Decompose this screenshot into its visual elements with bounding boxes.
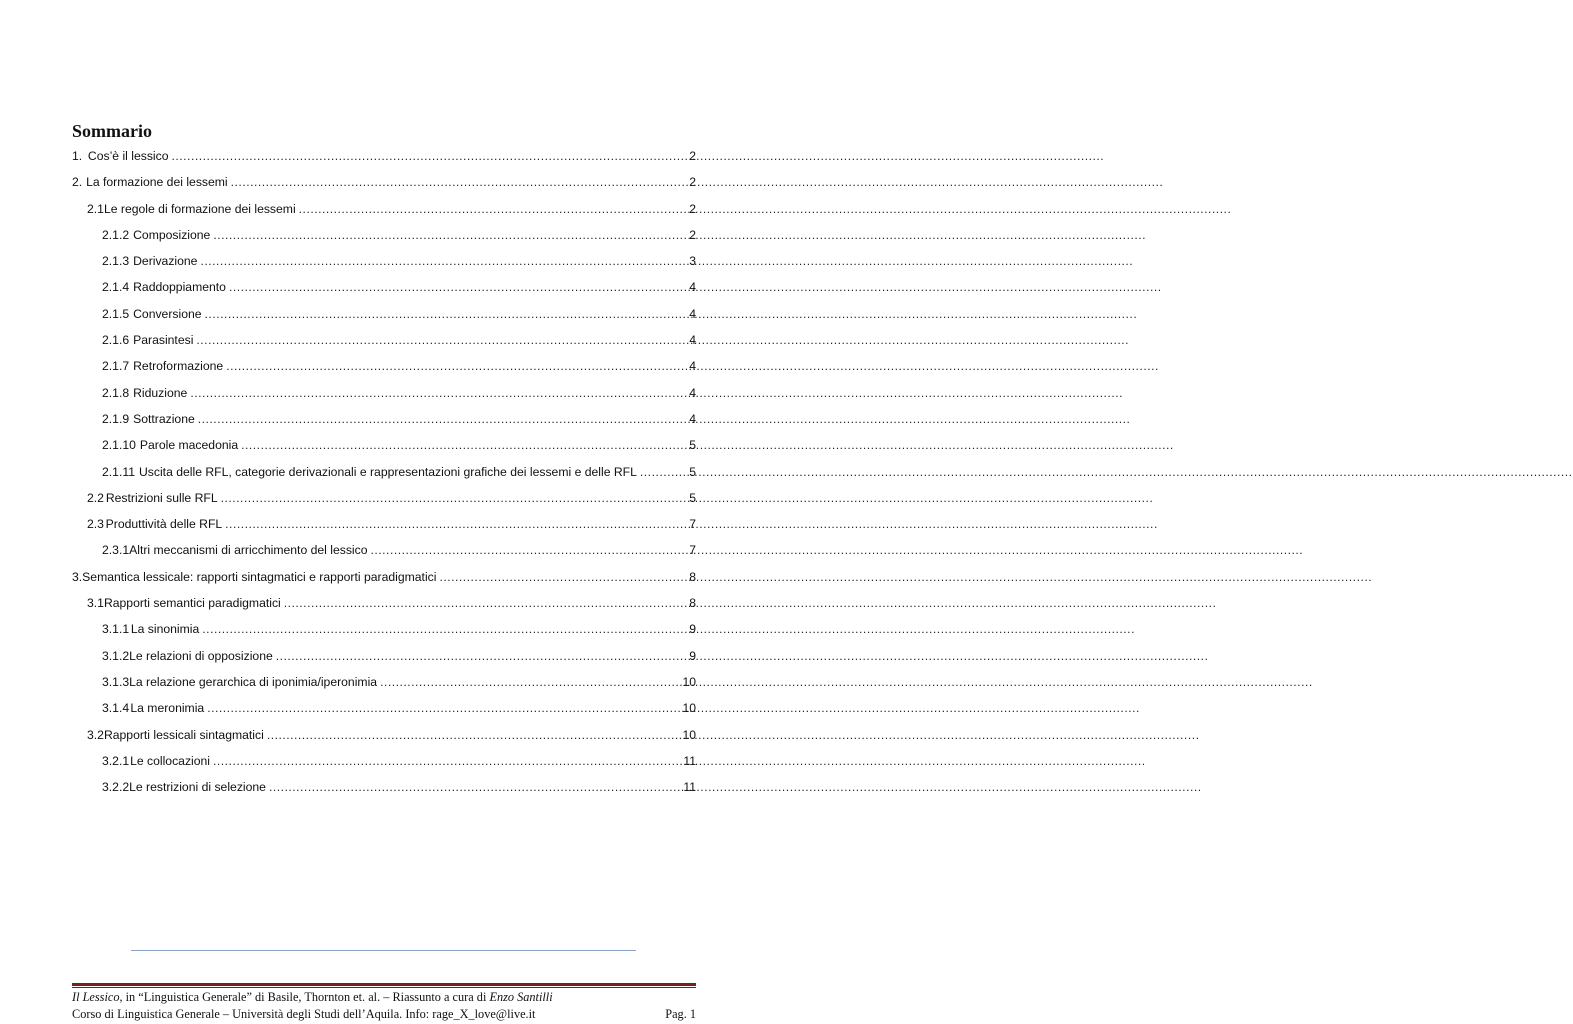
toc-entry-number: 2.1.11: [102, 464, 135, 479]
toc-entry-title: Produttività delle RFL: [105, 517, 223, 532]
toc-entry-title: Le restrizioni di selezione: [129, 780, 266, 795]
toc-entry-number: 2.1.9: [102, 411, 130, 426]
toc-entry-title: Composizione: [133, 227, 211, 242]
toc-entry-number: 2.1.5: [102, 306, 130, 321]
toc-entry-title: Derivazione: [133, 254, 198, 269]
toc-dot-leader: [640, 459, 683, 485]
toc-entry-number: 2.3.1: [102, 543, 130, 558]
toc-entry-number: 2.1.8: [102, 385, 130, 400]
toc-entry-title: Conversione: [133, 306, 202, 321]
toc-entry-page: 7: [689, 517, 696, 532]
toc-entry-title: Le relazioni di opposizione: [129, 648, 273, 663]
toc-dot-leader: [231, 169, 683, 195]
toc-entry[interactable]: [72, 222, 696, 248]
toc-entry-title: La formazione dei lessemi: [86, 175, 228, 190]
toc-entry-page: 10: [682, 701, 696, 716]
footer-author: Enzo Santilli: [489, 990, 553, 1004]
toc-entry-page: 10: [682, 674, 696, 689]
toc-entry-number: 2.1.4: [102, 280, 130, 295]
toc-entry[interactable]: [72, 695, 696, 721]
toc-entry-page: 7: [689, 543, 696, 558]
toc-entry-page: 3: [689, 254, 696, 269]
toc-entry-number: 2.2: [87, 490, 104, 505]
toc-entry[interactable]: [72, 590, 696, 616]
toc-entry-page: 2: [689, 175, 696, 190]
toc-dot-leader: [196, 327, 683, 353]
toc-entry-page: 2: [689, 201, 696, 216]
toc-entry[interactable]: [72, 327, 696, 353]
toc-entry-title: La relazione gerarchica di iponimia/iperonimia: [129, 674, 378, 689]
toc-dot-leader: [380, 669, 679, 695]
toc-entry[interactable]: [72, 248, 696, 274]
toc-entry-number: 1.: [72, 149, 83, 163]
toc-dot-leader: [241, 432, 683, 458]
toc-entry[interactable]: [72, 432, 696, 458]
toc-entry[interactable]: [72, 774, 696, 800]
toc-entry[interactable]: [72, 722, 696, 748]
toc-entry-title: Le collocazioni: [130, 753, 211, 768]
footer-course-info: Corso di Linguistica Generale – Università degli Studi dell’Aquila. Info: rage_X_love@live.it: [72, 1007, 536, 1021]
toc-entry-title: Cos’è il lessico: [87, 149, 169, 163]
toc-entry-page: 9: [689, 648, 696, 663]
toc-dot-leader: [213, 748, 680, 774]
toc-dot-leader: [226, 353, 683, 379]
toc-entry-number: 3.1.3: [102, 674, 130, 689]
toc-entry[interactable]: [72, 643, 696, 669]
toc-entry-page: 10: [682, 727, 696, 742]
toc-entry-page: 4: [689, 280, 696, 295]
toc-entry-number: 3.: [72, 569, 83, 584]
toc-entry-number: 3.2.2: [102, 780, 130, 795]
toc-dot-leader: [284, 590, 683, 616]
toc-entry-title: Rapporti lessicali sintagmatici: [103, 727, 264, 742]
footer-citation: in “Linguistica Generale” di Basile, Thornton et. al. – Riassunto a cura di: [122, 990, 490, 1004]
toc-entry-number: 3.1.2: [102, 648, 130, 663]
toc-dot-leader: [200, 248, 683, 274]
toc-entry-number: 2.: [72, 175, 83, 190]
toc-entry[interactable]: [72, 669, 696, 695]
footer-book-title: Il Lessico,: [72, 990, 123, 1004]
toc-entry-page: 2: [689, 149, 696, 163]
toc-entry-page: 5: [689, 438, 696, 453]
toc-entry-page: 5: [689, 464, 696, 479]
toc-dot-leader: [276, 643, 683, 669]
toc-dot-leader: [221, 485, 683, 511]
toc-dot-leader: [225, 511, 683, 537]
toc-entry-page: 9: [689, 622, 696, 637]
toc-entry-title: Sottrazione: [133, 411, 195, 426]
toc-entry[interactable]: [72, 301, 696, 327]
toc-entry-number: 2.1.6: [102, 333, 130, 348]
toc-entry[interactable]: [72, 169, 696, 195]
toc-entry-page: 4: [689, 359, 696, 374]
toc-entry-title: La sinonimia: [130, 622, 200, 637]
toc-dot-leader: [269, 774, 680, 800]
toc-entry-number: 2.1.7: [102, 359, 130, 374]
toc-entry[interactable]: [72, 485, 696, 511]
toc-entry-number: 3.1.4: [102, 701, 130, 716]
toc-entry-title: Altri meccanismi di arricchimento del lessico: [129, 543, 368, 558]
toc-entry-number: 3.1.1: [102, 622, 130, 637]
toc-entry-page: 4: [689, 306, 696, 321]
toc-entry[interactable]: [72, 564, 696, 590]
toc-entry-page: 4: [689, 385, 696, 400]
toc-entry-page: 2: [689, 227, 696, 242]
toc-dot-leader: [198, 406, 683, 432]
toc-dot-leader: [172, 143, 683, 169]
toc-entry[interactable]: [72, 459, 696, 485]
toc-entry-number: 2.1: [87, 201, 104, 216]
toc-entry-number: 3.2.1: [102, 753, 130, 768]
toc-entry-title: Le regole di formazione dei lessemi: [103, 201, 296, 216]
footer-line-2: [72, 1006, 696, 1023]
toc-entry-title: Retroformazione: [133, 359, 224, 374]
toc-entry[interactable]: [72, 380, 696, 406]
toc-entry-title: Parasintesi: [133, 333, 194, 348]
toc-entry[interactable]: [72, 196, 696, 222]
toc-dot-leader: [207, 695, 679, 721]
toc-entry-title: Riduzione: [133, 385, 188, 400]
toc-dot-leader: [190, 380, 683, 406]
toc-entry-number: 3.2: [87, 727, 104, 742]
toc-dot-leader: [213, 222, 683, 248]
toc-entry-title: Semantica lessicale: rapporti sintagmatici e rapporti paradigmatici: [82, 569, 437, 584]
toc-entry-page: 11: [683, 780, 696, 795]
toc-entry-title: Rapporti semantici paradigmatici: [103, 596, 281, 611]
footer-rule-thick: [72, 983, 696, 986]
separator-line: [131, 950, 636, 951]
toc-entry-number: 2.1.10: [102, 438, 136, 453]
toc-entry-page: 11: [683, 753, 696, 768]
toc-entry-number: 3.1: [87, 596, 104, 611]
toc-entry[interactable]: [72, 748, 696, 774]
toc-entry-number: 2.1.2: [102, 227, 130, 242]
toc-entry-title: Raddoppiamento: [133, 280, 226, 295]
toc-entry-page: 4: [689, 333, 696, 348]
page-number: Pag. 1: [665, 1007, 696, 1021]
toc-entry[interactable]: [72, 616, 696, 642]
toc-entry-title: Parole macedonia: [139, 438, 239, 453]
table-of-contents: [72, 143, 696, 800]
toc-entry-title: La meronimia: [130, 701, 205, 716]
toc-entry-page: 8: [689, 569, 696, 584]
toc-entry-title: Restrizioni sulle RFL: [105, 490, 218, 505]
page-title: Sommario: [72, 121, 152, 141]
page-footer: [72, 989, 696, 1023]
toc-entry[interactable]: [72, 274, 696, 300]
toc-entry-page: 5: [689, 490, 696, 505]
toc-entry-page: 8: [689, 596, 696, 611]
toc-entry-number: 2.3: [87, 517, 104, 532]
toc-entry-title: Uscita delle RFL, categorie derivazionali e rappresentazioni grafiche dei lessemi e delle RFL: [138, 464, 637, 479]
toc-dot-leader: [267, 722, 680, 748]
footer-rule-thin: [72, 987, 696, 988]
toc-entry-number: 2.1.3: [102, 254, 130, 269]
toc-entry[interactable]: [72, 406, 696, 432]
toc-dot-leader: [299, 196, 683, 222]
toc-dot-leader: [439, 564, 683, 590]
toc-entry[interactable]: [72, 143, 696, 169]
toc-dot-leader: [202, 616, 683, 642]
toc-entry[interactable]: [72, 353, 696, 379]
toc-entry-page: 4: [689, 411, 696, 426]
toc-entry[interactable]: [72, 537, 696, 563]
toc-dot-leader: [371, 537, 683, 563]
toc-entry[interactable]: [72, 511, 696, 537]
footer-line-1: [72, 989, 696, 1006]
toc-dot-leader: [205, 301, 683, 327]
toc-dot-leader: [229, 274, 683, 300]
